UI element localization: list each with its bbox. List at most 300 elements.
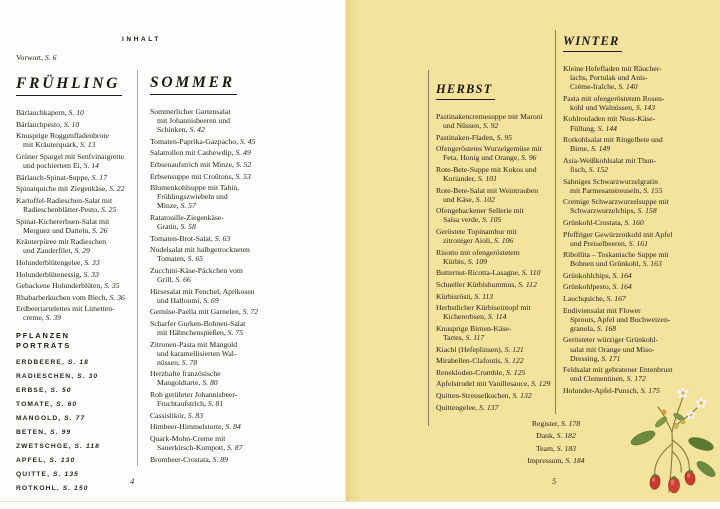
plant-name: RADIESCHEN, S. 30 — [16, 373, 99, 381]
toc-item-line: Zucchini-Käse-Päckchen vom — [150, 265, 243, 275]
page-reference: S. 83 — [187, 410, 204, 420]
toc-item-line: Brombeer-Crostata, S. 89 — [150, 454, 228, 464]
toc-item-line: Register, S. 178 — [531, 419, 581, 428]
toc-item — [16, 196, 140, 214]
section-heading-winter — [563, 34, 697, 52]
page-reference: S. 69 — [203, 295, 219, 305]
toc-item — [16, 217, 140, 235]
page-reference: S. 99 — [50, 429, 72, 437]
toc-item — [436, 280, 558, 289]
plant-portrait-item — [16, 483, 140, 493]
page-reference: S. 149 — [590, 144, 611, 154]
page-reference: S. 152 — [588, 164, 609, 174]
toc-item — [436, 303, 558, 321]
toc-item-line: Grüner Spargel mit Senfvinaigrette — [16, 151, 125, 161]
page-reference: S. 14 — [83, 161, 100, 171]
page-reference: S. 78 — [181, 357, 198, 367]
toc-item-line: Rote-Bete-Salat mit Weintrauben — [436, 185, 539, 195]
toc-item-line: Risotto mit ofengeröstetem — [436, 247, 520, 257]
toc-item — [436, 227, 558, 245]
column-sommer — [150, 74, 278, 466]
plant-name: TOMATE, S. 60 — [16, 401, 78, 409]
page-reference: S. 92 — [482, 121, 499, 131]
section-heading-fruehling — [16, 75, 140, 96]
toc-item-line: Mirabellen-Clafoutis, S. 122 — [436, 356, 524, 366]
toc-item — [563, 156, 697, 174]
page-reference: S. 13 — [80, 140, 96, 150]
toc-item — [563, 282, 697, 291]
page-reference: S. 118 — [74, 443, 100, 451]
toc-item-line: mit Kräuterquark, S. 13 — [23, 140, 96, 150]
toc-item-line: Tomaten-Brot-Salat, S. 63 — [150, 233, 231, 243]
toc-item-line: Grünkohlpesto, S. 164 — [563, 282, 632, 292]
toc-item — [436, 112, 558, 130]
toc-item-line: Salsa verde, S. 105 — [443, 215, 502, 225]
page-reference: S. 135 — [53, 471, 79, 479]
section-title-sommer: SOMMER — [150, 74, 237, 95]
toc-item — [150, 390, 278, 408]
toc-item-line: Erbsenaufstrich mit Minze, S. 52 — [150, 159, 252, 169]
toc-item-line: Kürbis, S. 109 — [443, 256, 487, 266]
toc-item — [150, 287, 278, 305]
toc-item — [16, 304, 140, 322]
plant-portrait-item — [16, 371, 140, 381]
plant-portrait-item — [16, 455, 140, 465]
page-reference: S. 109 — [467, 256, 487, 266]
toc-item — [150, 340, 278, 367]
toc-item-line: und Zanderfilet, S. 29 — [23, 246, 90, 256]
toc-item-line: Holunderblütengelee, S. 33 — [16, 257, 100, 267]
page-reference: S. 164 — [612, 282, 632, 292]
toc-item — [150, 148, 278, 157]
toc-item — [563, 197, 697, 215]
toc-item — [16, 53, 140, 62]
toc-item-line: Cremige Schwarzwurzelsuppe mit — [563, 197, 669, 207]
page-reference: S. 155 — [643, 185, 663, 195]
page-reference: S. 114 — [487, 312, 507, 322]
page-reference: S. 75 — [227, 327, 244, 337]
toc-item — [150, 434, 278, 452]
toc-item — [16, 270, 140, 279]
toc-item-line: Kräuterpüree mit Radieschen — [16, 237, 107, 247]
toc-item-line: Sprouts, Apfel und Buchweizen- — [570, 314, 671, 324]
toc-item — [150, 319, 278, 337]
toc-item — [150, 172, 278, 181]
page-reference: S. 29 — [74, 246, 90, 256]
toc-item — [436, 186, 558, 204]
toc-item — [150, 213, 278, 231]
page-reference: S. 137 — [479, 402, 499, 412]
page-reference: S. 105 — [482, 215, 502, 225]
toc-item-line: Sahniges Schwarzwurzelgratin — [563, 176, 658, 186]
toc-item-line: Feta, Honig und Orange, S. 96 — [443, 153, 537, 163]
toc-item — [436, 248, 558, 266]
toc-item — [150, 411, 278, 420]
toc-item-line: Bärlauchkapern, S. 10 — [16, 108, 84, 118]
page-reference: S. 121 — [504, 344, 524, 354]
page-reference: S. 130 — [49, 457, 76, 465]
toc-item-line: Erbsensuppe mit Croûtons, S. 53 — [150, 171, 251, 181]
toc-item-line: Asia-Weißkohlsalat mit Thun- — [563, 155, 657, 165]
page-reference: S. 42 — [189, 125, 205, 135]
plant-portrait-item — [16, 469, 140, 479]
page-reference: S. 49 — [235, 148, 251, 158]
page-reference: S. 143 — [635, 102, 656, 112]
page-reference: S. 95 — [496, 132, 513, 142]
page-reference: S. 163 — [642, 259, 662, 269]
page-reference: S. 39 — [45, 313, 61, 323]
section-heading-sommer — [150, 74, 278, 95]
toc-item-line: Salatrollen mit Cashewdip, S. 49 — [150, 148, 251, 158]
backmatter-item — [460, 419, 652, 428]
toc-item-line: und Nüssen, S. 92 — [443, 121, 499, 131]
page-reference: S. 66 — [175, 275, 191, 284]
toc-item-line: mit Parmesanstreuseln, S. 155 — [570, 185, 663, 195]
page-reference: S. 164 — [612, 270, 632, 280]
toc-item-line: Kleine Hefefladen mit Räucher- — [563, 64, 662, 73]
page-reference: S. 161 — [628, 238, 648, 248]
toc-item-line: nüssen, S. 78 — [157, 357, 198, 367]
backmatter-item — [460, 431, 652, 440]
toc-item-line: Sauerkirsch-Kompott, S. 87 — [157, 443, 243, 452]
page-reference: S. 6 — [44, 53, 57, 62]
toc-item-line: Blumenkohlsuppe mit Tahin, — [150, 183, 240, 193]
toc-item-line: Schwarzwurzelchips, S. 158 — [570, 206, 657, 216]
toc-item — [563, 218, 697, 227]
toc-item-line: Pastinaken-Fladen, S. 95 — [436, 132, 513, 142]
toc-item-line: Ratatouille-Ziegenkäse- — [150, 212, 224, 222]
toc-item-line: Koriander, S. 101 — [443, 174, 497, 184]
toc-item-line: salat mit Orange und Miso- — [570, 344, 655, 354]
toc-item-line: Bärlauchpesto, S. 10 — [16, 119, 80, 129]
leaves — [629, 412, 717, 479]
page-reference: S. 150 — [62, 485, 89, 493]
toc-item-line: Scharfer Gurken-Bohnen-Salat — [150, 318, 246, 328]
page-reference: S. 81 — [207, 399, 224, 409]
plant-portrait-item — [16, 413, 140, 423]
toc-item-line: Quitten-Streuselkuchen, S. 132 — [436, 390, 532, 400]
toc-item-line: Füllung, S. 144 — [570, 123, 617, 133]
toc-item-line: Ofengebackener Sellerie mit — [436, 206, 524, 216]
page-number-left: 4 — [130, 476, 135, 486]
toc-item-line: Sommerlicher Gartensalat — [150, 107, 231, 116]
page-reference: S. 113 — [474, 291, 494, 301]
toc-item — [150, 137, 278, 146]
toc-item-line: Team, S. 183 — [535, 443, 577, 453]
page-reference: S. 45 — [239, 136, 256, 146]
toc-item — [436, 345, 558, 354]
toc-item-line: Knusprige Roggenfladenbrote — [16, 131, 109, 141]
toc-item-line: Gebackene Holunderblüten, S. 35 — [16, 281, 120, 291]
toc-item-line: Impressum, S. 184 — [527, 455, 585, 465]
toc-item-line: Frühlingszwiebeln und — [157, 192, 228, 202]
toc-item — [563, 306, 697, 333]
page-number-right: 5 — [552, 476, 557, 486]
toc-item-line: Tomaten, S. 65 — [157, 254, 204, 264]
toc-item — [436, 403, 558, 412]
toc-item-line: creme, S. 39 — [23, 313, 61, 323]
page-reference: S. 22 — [109, 184, 125, 194]
toc-item-line: Dressing, S. 171 — [570, 353, 621, 363]
toc-item-line: Vorwort, S. 6 — [16, 53, 57, 62]
plant-name: ERDBEERE, S. 18 — [16, 359, 90, 367]
toc-item-line: Kichererbsen, S. 114 — [443, 312, 507, 322]
toc-item — [436, 206, 558, 224]
page-reference: S. 33 — [84, 257, 100, 267]
toc-item — [16, 293, 140, 302]
toc-item — [16, 237, 140, 255]
page-reference: S. 50 — [50, 387, 72, 395]
toc-item — [436, 324, 558, 342]
toc-item-line: Minze, S. 57 — [157, 201, 196, 211]
page-reference: S. 36 — [109, 292, 125, 302]
toc-item-line: Bohnen und Grünkohl, S. 163 — [570, 259, 662, 269]
toc-item — [150, 307, 278, 316]
toc-item-line: kohl und Walnüssen, S. 143 — [570, 102, 656, 112]
page-reference: S. 172 — [626, 374, 646, 384]
page-reference: S. 58 — [180, 222, 196, 232]
page-reference: S. 77 — [64, 415, 86, 423]
toc-item-line: Butternut-Ricotta-Lasagne, S. 110 — [436, 268, 541, 278]
column-winter — [563, 34, 697, 398]
plant-name: BETEN, S. 99 — [16, 429, 72, 437]
toc-item — [150, 245, 278, 263]
fruehling-item-list — [16, 108, 140, 322]
toc-item-line: Gratin, S. 58 — [157, 222, 196, 232]
page-reference: S. 144 — [597, 123, 617, 133]
page-reference: S. 175 — [640, 385, 660, 395]
toc-item-line: Herzhafte französische — [150, 369, 221, 379]
section-title-winter: WINTER — [563, 34, 622, 52]
toc-item-line: mit Johannisbeeren und — [157, 116, 231, 126]
toc-item — [563, 335, 697, 362]
plant-portraits-title — [16, 331, 140, 350]
toc-item — [436, 268, 558, 277]
backmatter-item — [460, 456, 652, 465]
page-reference: S. 72 — [242, 307, 259, 317]
toc-item-line: Kürbisrösti, S. 113 — [436, 291, 494, 301]
page-reference: S. 63 — [214, 233, 231, 243]
toc-item-line: Schneller Kürbishummus, S. 112 — [436, 280, 537, 289]
toc-item-line: Kartoffel-Radieschen-Salat mit — [16, 195, 113, 205]
toc-item-line: Roh gerührter Johannisbeer- — [150, 390, 238, 400]
frontmatter-list — [16, 53, 140, 62]
toc-item — [150, 183, 278, 210]
toc-item-line: Lauchquiche, S. 167 — [563, 294, 626, 304]
toc-item — [16, 281, 140, 290]
toc-item — [16, 173, 140, 182]
toc-item — [16, 258, 140, 267]
page-reference: S. 132 — [512, 390, 532, 400]
plant-name: ZWETSCHGE, S. 118 — [16, 443, 100, 451]
toc-item-line: und Halloumi, S. 69 — [157, 295, 219, 305]
toc-item — [436, 368, 558, 377]
toc-item-line: Spinatquiche mit Ziegenkäse, S. 22 — [16, 184, 125, 194]
winter-item-list — [563, 64, 697, 395]
page-reference: S. 101 — [477, 174, 497, 184]
toc-item — [563, 230, 697, 248]
toc-item — [16, 184, 140, 193]
page-reference: S. 96 — [521, 153, 537, 163]
page-reference: S. 117 — [465, 332, 485, 342]
toc-item — [436, 165, 558, 183]
page-reference: S. 89 — [212, 454, 228, 464]
page-reference: S. 80 — [202, 378, 218, 388]
section-heading-herbst — [436, 82, 558, 100]
toc-item — [436, 292, 558, 301]
page-reference: S. 184 — [565, 455, 585, 465]
page-reference: S. 167 — [606, 294, 626, 304]
toc-item-line: Fruchtaufstrich, S. 81 — [157, 399, 224, 409]
page-reference: S. 129 — [531, 379, 551, 389]
toc-item — [563, 365, 697, 383]
page-reference: S. 10 — [63, 119, 80, 129]
toc-item-line: Rotkohlsalat mit Ringelbete und — [563, 135, 663, 145]
toc-item-line: fisch, S. 152 — [570, 164, 609, 174]
page-reference: S. 17 — [91, 172, 107, 182]
toc-item-line: Quark-Mohn-Creme mit — [150, 433, 226, 443]
herbst-item-list — [436, 112, 558, 412]
toc-item-line: Bärlauch-Spinat-Suppe, S. 17 — [16, 172, 107, 182]
toc-item — [436, 391, 558, 400]
toc-item-line: und karamellisierten Wal- — [157, 348, 237, 358]
toc-item — [436, 144, 558, 162]
toc-item — [16, 108, 140, 117]
toc-item — [16, 120, 140, 129]
toc-item-line: Herbstlicher Kürbiseintopf mit — [436, 303, 531, 313]
page-reference: S. 110 — [521, 268, 541, 278]
page-reference: S. 182 — [556, 431, 576, 441]
page-reference: S. 53 — [235, 171, 251, 181]
toc-item-line: Knusprige Birnen-Käse- — [436, 323, 512, 333]
toc-item — [563, 294, 697, 303]
page-reference: S. 160 — [624, 217, 644, 227]
toc-item-line: und Käse, S. 102 — [443, 194, 495, 204]
toc-item-line: Zitronen-Pasta mit Mangold — [150, 339, 238, 349]
page-reference: S. 30 — [77, 373, 99, 381]
toc-item-line: Pfeffriger Gewürzrotkohl mit Apfel — [563, 229, 673, 239]
plant-portrait-item — [16, 357, 140, 367]
toc-item-line: lachs, Portulak und Anis- — [570, 73, 648, 83]
toc-item-line: Kiachl (Hefeplinsen), S. 121 — [436, 344, 524, 354]
toc-item-line: Gemüse-Paella mit Garnelen, S. 72 — [150, 307, 259, 317]
toc-item-line: Pasta mit ofengeröstetem Rosen- — [563, 93, 665, 103]
page-reference: S. 183 — [556, 443, 577, 453]
toc-item-line: Nudelsalat mit halbgetrockneten — [150, 245, 250, 255]
toc-item-line: Feldsalat mit gebratener Entenbrust — [563, 365, 673, 375]
plant-name: APFEL, S. 130 — [16, 457, 76, 465]
page-reference: S. 60 — [56, 401, 78, 409]
toc-item-line: Gerösteter würziger Grünkohl- — [563, 335, 659, 345]
page-reference: S. 65 — [187, 254, 204, 264]
toc-item-line: und Preiselbeeren, S. 161 — [570, 238, 648, 248]
page-reference: S. 52 — [235, 159, 252, 169]
page-reference: S. 102 — [475, 194, 495, 204]
toc-item — [16, 152, 140, 170]
toc-item — [563, 94, 697, 112]
plant-name: QUITTE, S. 135 — [16, 471, 79, 479]
page-reference: S. 33 — [83, 269, 99, 279]
toc-item-line: Grünkohlchips, S. 164 — [563, 270, 632, 280]
section-title-fruehling: FRÜHLING — [16, 75, 122, 96]
column-herbst — [436, 82, 558, 414]
toc-item — [150, 160, 278, 169]
toc-item-line: Ribollita – Toskanische Suppe mit — [563, 250, 669, 260]
page-reference: S. 84 — [225, 422, 241, 432]
plant-portrait-item — [16, 399, 140, 409]
toc-item-line: Tomaten-Paprika-Gazpacho, S. 45 — [150, 136, 256, 146]
toc-item-line: Hirsesalat mit Fenchel, Aprikosen — [150, 286, 255, 296]
toc-item-line: Crème-fraîche, S. 140 — [570, 82, 638, 92]
page-reference: S. 18 — [67, 359, 90, 367]
page-reference: S. 158 — [637, 206, 657, 216]
toc-item — [563, 271, 697, 280]
toc-item — [150, 234, 278, 243]
toc-item — [563, 177, 697, 195]
plant-name: ERBSE, S. 50 — [16, 387, 72, 395]
toc-item-line: Rote-Bete-Suppe mit Kokos und — [436, 164, 537, 174]
page-reference: S. 168 — [596, 323, 617, 333]
toc-item-line: Dank, S. 182 — [536, 431, 576, 441]
toc-item-line: mit Hähnchenspießen, S. 75 — [157, 327, 244, 337]
plant-portraits-list — [16, 357, 140, 493]
botanical-illustration-strawberry — [627, 382, 717, 496]
toc-item-line: Erdbeertartelettes mit Limetten- — [16, 304, 115, 314]
toc-item — [150, 369, 278, 387]
toc-item-line: Rhabarberkuchen vom Blech, S. 36 — [16, 292, 125, 302]
toc-item-line: und Clementinen, S. 172 — [570, 374, 646, 384]
page-reference: S. 122 — [504, 356, 524, 366]
page-reference: S. 125 — [506, 367, 526, 377]
page-reference: S. 10 — [68, 108, 84, 118]
toc-item — [436, 379, 558, 388]
plant-name: ROTKOHL, S. 150 — [16, 485, 89, 493]
page-bottom-edge — [0, 501, 720, 509]
toc-item — [563, 135, 697, 153]
page-reference: S. 106 — [494, 236, 514, 246]
toc-item — [563, 250, 697, 268]
toc-item-line: Tartes, S. 117 — [443, 332, 485, 342]
page-reference: S. 87 — [227, 443, 243, 452]
sommer-item-list — [150, 107, 278, 464]
page-reference: S. 140 — [618, 82, 638, 92]
toc-item — [16, 131, 140, 149]
toc-item — [563, 114, 697, 132]
toc-item-line: Mangoldtarte, S. 80 — [157, 378, 218, 388]
toc-item — [150, 266, 278, 284]
page-reference: S. 35 — [104, 281, 120, 291]
toc-item-line: Grünkohl-Crostata, S. 160 — [563, 217, 644, 227]
toc-item — [436, 133, 558, 142]
page-reference: S. 112 — [518, 280, 537, 289]
plant-name: MANGOLD, S. 77 — [16, 415, 86, 423]
toc-item-line: Apfelstrudel mit Vanillesauce, S. 129 — [436, 379, 551, 389]
toc-item — [563, 64, 697, 91]
toc-item-line: Radieschenblätter-Pesto, S. 25 — [23, 204, 117, 214]
plant-portrait-item — [16, 385, 140, 395]
toc-item-line: zitroniger Aioli, S. 106 — [443, 236, 514, 246]
toc-item-line: Holunderblütenessig, S. 33 — [16, 269, 99, 279]
toc-item-line: Himbeer-Himmelstorte, S. 84 — [150, 422, 241, 432]
toc-item-line: Spinat-Kichererbsen-Salat mit — [16, 216, 110, 226]
plant-portraits-block — [16, 331, 140, 493]
plant-portrait-item — [16, 441, 140, 451]
toc-item — [150, 422, 278, 431]
toc-item-line: Holunder-Apfel-Punsch, S. 175 — [563, 385, 660, 395]
toc-item — [150, 107, 278, 134]
page-reference: S. 171 — [601, 353, 621, 363]
toc-item — [150, 455, 278, 464]
